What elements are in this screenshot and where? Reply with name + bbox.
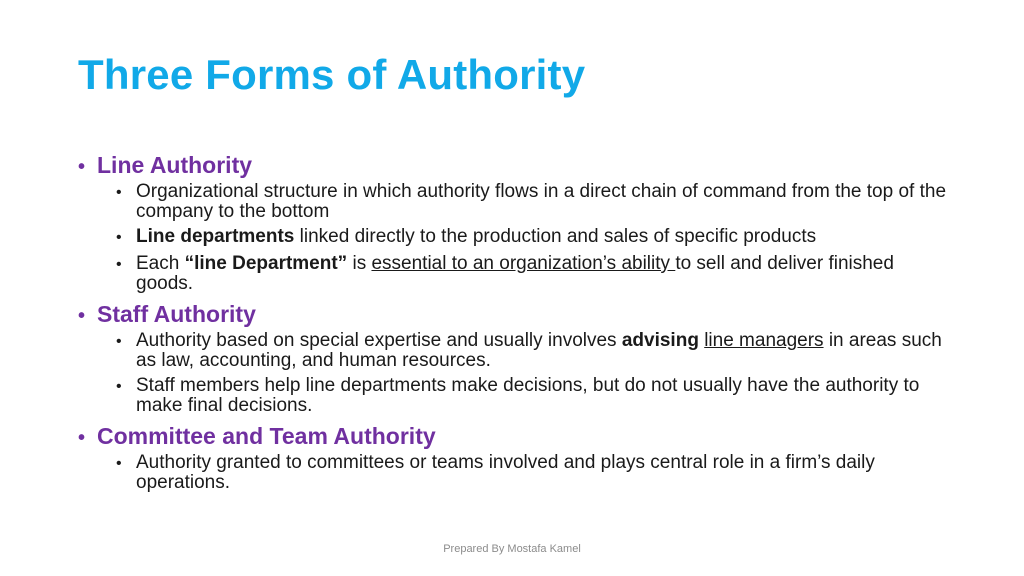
section-heading: [78, 150, 948, 182]
section-line-authority: [78, 150, 948, 294]
section-staff-authority: [78, 299, 948, 416]
sub-list: [78, 331, 948, 416]
section-heading-text: Committee and Team Authority: [97, 423, 436, 449]
section-heading-text: Staff Authority: [97, 301, 256, 327]
list-item: [116, 182, 948, 222]
underlined-phrase: line managers: [704, 330, 824, 351]
text-run: Authority based on special expertise and usually involves: [136, 330, 622, 351]
slide-footer: Prepared By Mostafa Kamel: [443, 543, 581, 555]
section-heading: [78, 421, 948, 453]
list-item-text: Staff members help line departments make decisions, but do not usually have the authority to make final decisions.: [136, 375, 920, 416]
bullet-icon: •: [116, 229, 122, 246]
list-item: [116, 227, 948, 249]
bullet-icon: •: [78, 427, 86, 449]
bold-term: “line Department”: [184, 253, 348, 274]
slide-title: Three Forms of Authority: [78, 51, 586, 98]
bullet-icon: •: [116, 333, 122, 350]
text-run: is: [347, 253, 372, 274]
bullet-icon: •: [116, 256, 122, 273]
bullet-icon: •: [78, 305, 86, 327]
text-run: to sell and deliver finished goods.: [136, 253, 894, 294]
bullet-icon: •: [116, 184, 122, 201]
bullet-icon: •: [78, 156, 86, 178]
text-run: Each: [136, 253, 185, 274]
list-item-text: Authority granted to committees or teams involved and plays central role in a firm’s daily operations.: [136, 452, 875, 493]
text-run: in areas such as law, accounting, and human resources.: [136, 330, 942, 371]
list-item: [116, 254, 948, 294]
list-item: [116, 376, 948, 416]
list-item-text: [136, 227, 948, 247]
sub-list: [78, 182, 948, 294]
section-heading: [78, 299, 948, 331]
bold-term: advising: [621, 330, 699, 351]
text-run: linked directly to the production and sales of specific products: [294, 226, 817, 247]
section-committee-team-authority: [78, 421, 948, 493]
list-item-text: Organizational structure in which authority flows in a direct chain of command from the top of the company to the bottom: [136, 181, 947, 222]
bullet-icon: •: [116, 378, 122, 395]
underlined-phrase: essential to an organization’s ability: [371, 253, 676, 274]
list-item: [116, 331, 948, 371]
sub-list: [78, 453, 948, 493]
bullet-icon: •: [116, 455, 122, 472]
list-item: [116, 453, 948, 493]
section-heading-text: Line Authority: [97, 152, 253, 178]
list-item-text: [136, 254, 948, 294]
slide-content: [78, 150, 948, 498]
list-item-text: [136, 331, 948, 371]
bold-term: Line departments: [136, 226, 295, 247]
